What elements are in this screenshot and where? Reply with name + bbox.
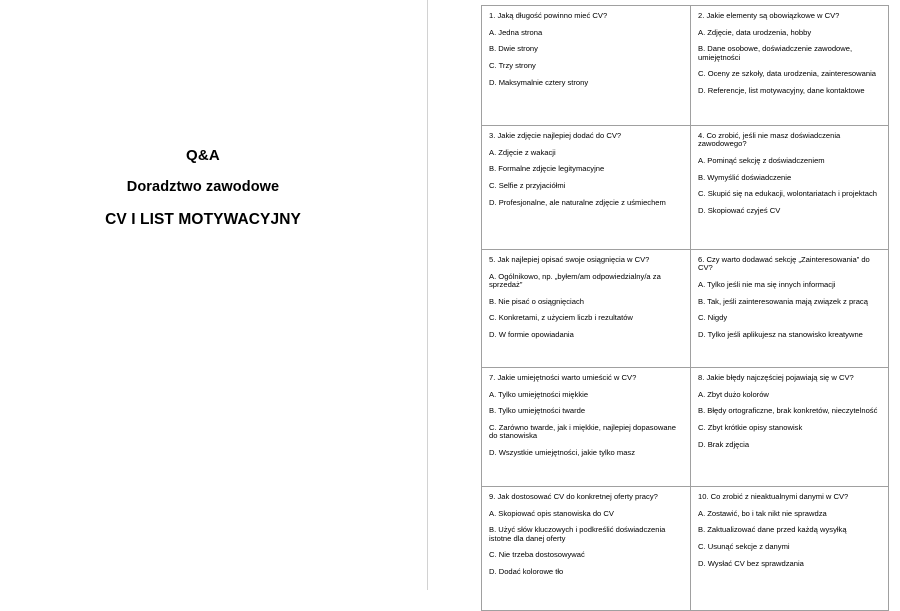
- question-option: A. Zdjęcie z wakacji: [489, 147, 556, 157]
- quiz-cell: [691, 126, 889, 250]
- quiz-cell: [691, 250, 889, 368]
- question-prompt: 4. Co zrobić, jeśli nie masz doświadczenia zawodowego?: [698, 131, 841, 149]
- question-option: A. Zostawić, bo i tak nikt nie sprawdza: [698, 508, 827, 518]
- question-option: A. Skopiować opis stanowiska do CV: [489, 508, 614, 518]
- quiz-cell: [691, 6, 889, 126]
- question-prompt: 6. Czy warto dodawać sekcję „Zainteresowania” do CV?: [698, 255, 870, 273]
- question-option: D. Skopiować czyjeś CV: [698, 205, 781, 215]
- question-option: B. Użyć słów kluczowych i podkreślić doświadczenia istotne dla danej oferty: [489, 525, 666, 543]
- table-row: [482, 126, 889, 250]
- question-option: C. Nie trzeba dostosowywać: [489, 550, 585, 560]
- question-option: B. Dane osobowe, doświadczenie zawodowe, umiejętności: [698, 44, 853, 62]
- question-option: D. Wysłać CV bez sprawdzania: [698, 558, 804, 568]
- question-option: C. Selfie z przyjaciółmi: [489, 181, 566, 191]
- question-prompt: 7. Jakie umiejętności warto umieścić w CV?: [489, 373, 637, 382]
- quiz-cell: [482, 6, 691, 126]
- question-option: B. Dwie strony: [489, 44, 538, 54]
- question-option: C. Oceny ze szkoły, data urodzenia, zainteresowania: [698, 69, 876, 79]
- question-option: D. Tylko jeśli aplikujesz na stanowisko kreatywne: [698, 329, 863, 339]
- question-option: A. Ogólnikowo, np. „byłem/am odpowiedzialny/a za sprzedaż”: [489, 271, 661, 289]
- question-option: D. Profesjonalne, ale naturalne zdjęcie z uśmiechem: [489, 197, 666, 207]
- question-option: B. Wymyślić doświadczenie: [698, 172, 792, 182]
- question-option: B. Nie pisać o osiągnięciach: [489, 296, 584, 306]
- question-option: C. Konkretami, z użyciem liczb i rezultatów: [489, 313, 633, 323]
- question-option: B. Zaktualizować dane przed każdą wysyłką: [698, 525, 847, 535]
- question-option: B. Tak, jeśli zainteresowania mają związek z pracą: [698, 296, 868, 306]
- question-option: D. Maksymalnie cztery strony: [489, 77, 589, 87]
- question-option: A. Pominąć sekcję z doświadczeniem: [698, 155, 825, 165]
- question-option: C. Trzy strony: [489, 61, 536, 71]
- question-prompt: 5. Jak najlepiej opisać swoje osiągnięcia w CV?: [489, 255, 650, 264]
- question-prompt: 10. Co zrobić z nieaktualnymi danymi w CV?: [698, 492, 849, 501]
- quiz-cell: [691, 368, 889, 487]
- question-option: A. Zdjęcie, data urodzenia, hobby: [698, 27, 812, 37]
- title-block: [0, 148, 406, 227]
- quiz-cell: [691, 487, 889, 611]
- question-option: C. Skupić się na edukacji, wolontariatach i projektach: [698, 189, 877, 199]
- quiz-cell: [482, 487, 691, 611]
- quiz-cell: [482, 368, 691, 487]
- question-option: B. Formalne zdjęcie legitymacyjne: [489, 164, 605, 174]
- quiz-table: [481, 5, 889, 611]
- question-prompt: 1. Jaką długość powinno mieć CV?: [489, 11, 608, 20]
- left-page-pane: [0, 0, 427, 590]
- question-option: D. Wszystkie umiejętności, jakie tylko masz: [489, 447, 636, 457]
- question-prompt: 9. Jak dostosować CV do konkretnej oferty pracy?: [489, 492, 658, 501]
- question-option: B. Tylko umiejętności twarde: [489, 406, 586, 416]
- question-prompt: 2. Jakie elementy są obowiązkowe w CV?: [698, 11, 840, 20]
- page-topic-heading: CV I LIST MOTYWACYJNY: [105, 210, 301, 228]
- question-prompt: 3. Jakie zdjęcie najlepiej dodać do CV?: [489, 131, 622, 140]
- question-option: C. Nigdy: [698, 313, 728, 323]
- question-option: D. W formie opowiadania: [489, 329, 574, 339]
- question-option: C. Zbyt krótkie opisy stanowisk: [698, 423, 803, 433]
- question-option: B. Błędy ortograficzne, brak konkretów, nieczytelność: [698, 406, 878, 416]
- page-subtitle: Doradztwo zawodowe: [126, 179, 280, 195]
- question-option: A. Jedna strona: [489, 27, 543, 37]
- question-option: A. Tylko jeśli nie ma się innych informacji: [698, 279, 836, 289]
- table-row: [482, 487, 889, 611]
- question-option: C. Usunąć sekcje z danymi: [698, 542, 790, 552]
- question-option: A. Tylko umiejętności miękkie: [489, 389, 589, 399]
- right-page-pane: [428, 0, 900, 590]
- page-title: Q&A: [186, 147, 220, 164]
- question-option: D. Referencje, list motywacyjny, dane kontaktowe: [698, 85, 865, 95]
- question-prompt: 8. Jakie błędy najczęściej pojawiają się w CV?: [698, 373, 854, 382]
- question-option: D. Dodać kolorowe tło: [489, 566, 564, 576]
- table-row: [482, 6, 889, 126]
- quiz-cell: [482, 250, 691, 368]
- table-row: [482, 368, 889, 487]
- table-row: [482, 250, 889, 368]
- question-option: C. Zarówno twarde, jak i miękkie, najlepiej dopasowane do stanowiska: [489, 423, 676, 441]
- question-option: D. Brak zdjęcia: [698, 439, 750, 449]
- question-option: A. Zbyt dużo kolorów: [698, 389, 769, 399]
- quiz-cell: [482, 126, 691, 250]
